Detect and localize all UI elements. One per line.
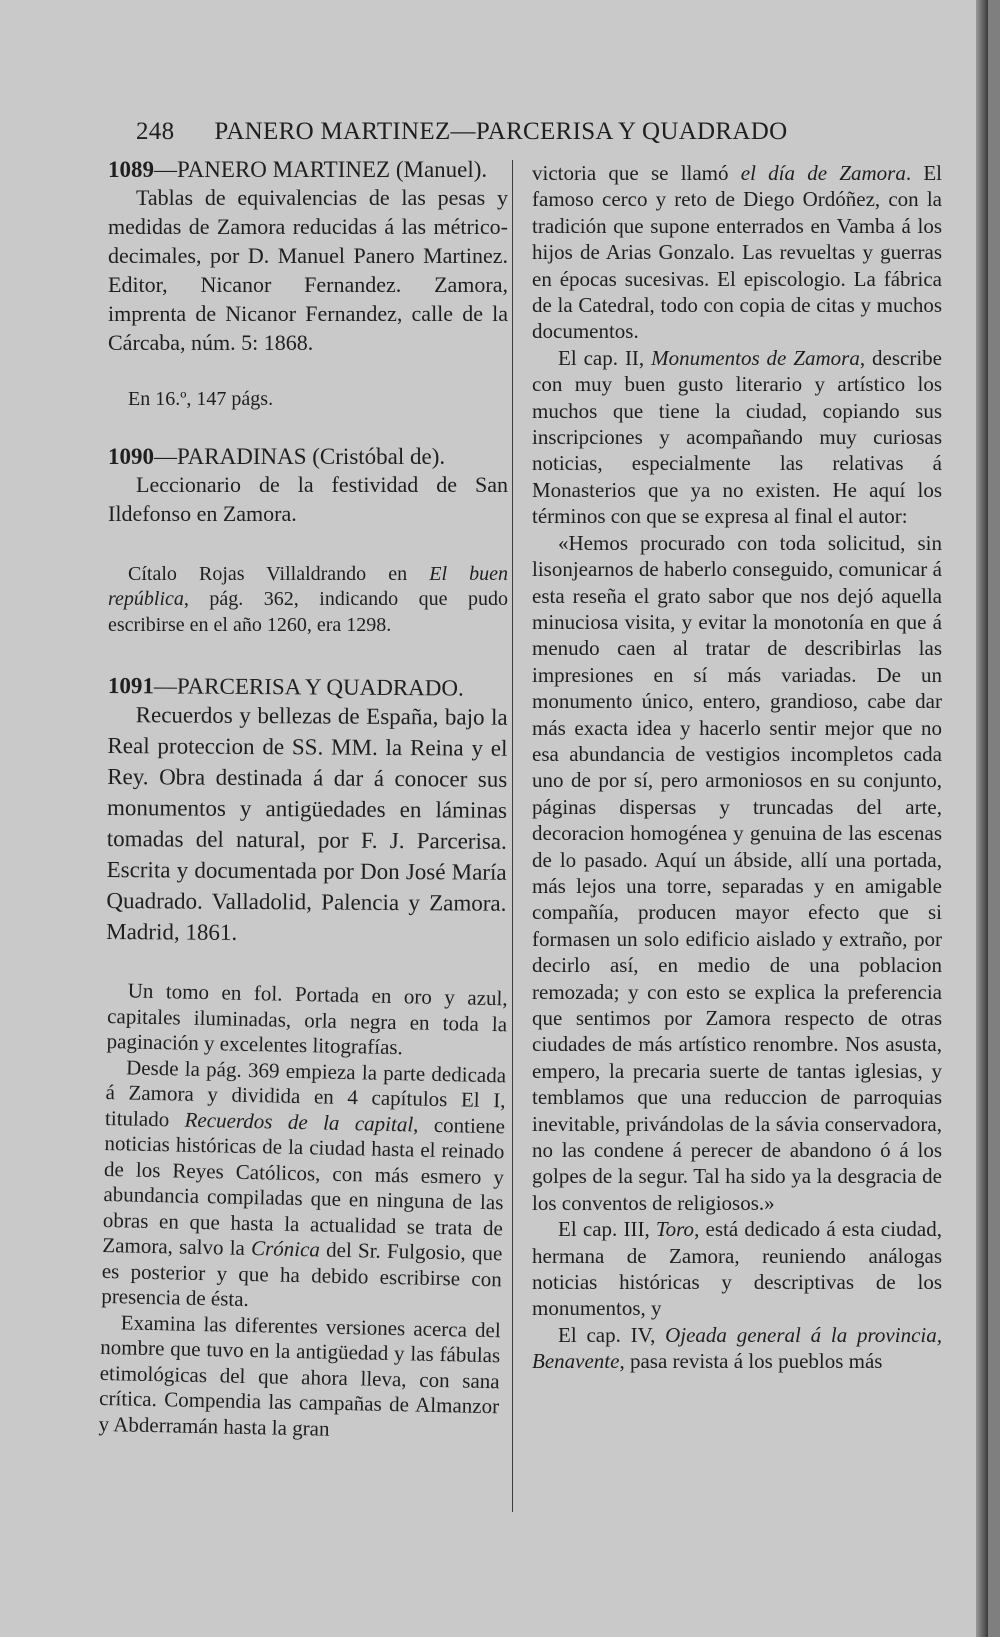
paragraph-text: , describe con muy buen gusto literario y artístico los muchos que tiene la ciudad, copiando sus inscripciones y acompañando muy curiosas noticias, especialmente las relativas á Monasterios que ya no existen. He aquí los términos con que se expresa al final el autor: xyxy=(532,345,942,529)
entry-1090-note xyxy=(108,562,508,639)
entry-1091-note-2 xyxy=(101,1054,506,1317)
note-text: , pág. 362, indicando que pudo escribirse en el año 1260, era 1298. xyxy=(108,588,508,636)
entry-1089-heading xyxy=(108,156,508,183)
quoted-passage: «Hemos procurado con toda solicitud, sin lisonjearnos de haberlo conseguido, comunicar á esta reseña el grato sabor que nos dejó aquella minuciosa visita, y evitar la monotonía en que á menudo caen al tratar de describirlas las impresiones en sí más variadas. De un monumento único, entero, grandioso, cabe dar más exacta idea y hacerlo sentir mejor que no esa abundancia de vestigios incompletos cada uno de por sí, pero armoniosos en su conjunto, páginas dispersas y truncadas del arte, decoracion homogénea y genuina de las escenas de lo pasado. Aquí un ábside, allí una portada, más lejos una torre, separadas y en amigable compañía, producen mayor efecto que si formasen un solo edificio aislado y extraño, por decirlo así, en medio de una poblacion remozada; y con esto se explica la preferencia que sentimos por Zamora respecto de otras ciudades de más artístico renombre. Nos asusta, empero, la precaria suerte de tantas iglesias, y temblamos que una reduccion de parroquias inevitable, privándolas de la sávia conservadora, no las condene á perecer de abandono ó á los golpes de la segur. Tal ha sido ya la desgracia de los conventos de religiosos.» xyxy=(532,530,942,1215)
page-edge-shadow xyxy=(976,0,988,1637)
entry-1089-format: En 16.º, 147 págs. xyxy=(128,388,274,411)
paragraph-5 xyxy=(532,1322,942,1375)
entry-1090-heading xyxy=(108,443,508,470)
cited-title: Ojeada general á la provincia, Benavente xyxy=(532,1322,942,1374)
paragraph-text: . El famoso cerco y reto de Diego Ordóñez, con la tradición que supone enterrados en Vamba á los hijos de Arias Gonzalo. Las revueltas y guerras en épocas sucesivas. El episcologio. La fábrica de la Catedral, todo con copia de citas y muchos documentos. xyxy=(532,161,943,344)
cited-title: Crónica xyxy=(250,1235,321,1262)
note-text: Cítalo Rojas Villaldrando en xyxy=(128,562,430,585)
cited-title: Toro xyxy=(655,1217,695,1242)
entry-number: 1090 xyxy=(108,443,154,469)
paragraph-1 xyxy=(532,160,942,345)
entry-number: 1089 xyxy=(108,157,154,182)
entry-author: —PARADINAS (Cristóbal de). xyxy=(154,443,446,469)
entry-1091-note-3: Examina las diferentes versiones acerca del nombre que tuvo en la antigüedad y las fábulas etimológicas del que ahora lleva, con sana crítica. Compendia las campañas de Almanzor y Abderramán hasta la gran xyxy=(98,1309,501,1440)
running-header xyxy=(136,118,826,146)
entry-author: —PARCERISA Y QUADRADO. xyxy=(153,673,464,701)
paragraph-text: victoria que se llamó xyxy=(532,161,741,185)
page-number: 248 xyxy=(136,118,175,145)
cited-title: Monumentos de Zamora xyxy=(651,345,860,370)
entry-1089-description: Tablas de equivalencias de las pesas y medidas de Zamora reducidas á las métrico-decimales, por D. Manuel Panero Martinez. Editor, Nicanor Fernandez. Zamora, imprenta de Nicanor Fernandez, calle de la Cárcaba, núm. 5: 1868. xyxy=(108,185,508,356)
paragraph-text: El cap. II, xyxy=(558,345,652,370)
paragraph-2 xyxy=(532,345,942,530)
note-text: Desde la pág. 369 empieza la parte dedicada á Zamora y dividida en 4 capítulos El I, titulado xyxy=(104,1054,507,1131)
running-title: PANERO MARTINEZ—PARCERISA Y QUADRADO xyxy=(214,118,788,145)
right-column xyxy=(532,160,942,1375)
paragraph-text: El cap. IV, xyxy=(558,1322,666,1347)
note-text: , contiene noticias históricas de la ciudad hasta el reinado de los Reyes Católicos, con más esmero y abundancia compiladas que en ninguna de las obras en que hasta la actualidad se trata de Zamora, salvo la xyxy=(102,1111,506,1260)
entry-1091-block xyxy=(106,672,508,950)
left-column xyxy=(98,156,509,1440)
entry-1091-note-1: Un tomo en fol. Portada en oro y azul, capitales iluminadas, orla negra en toda la paginación y excelentes litografías. xyxy=(106,978,508,1059)
cited-title: Recuerdos de la capital xyxy=(184,1106,414,1136)
column-divider xyxy=(512,160,513,1512)
paragraph-text: , pasa revista á los pueblos más xyxy=(619,1349,883,1374)
cited-title: El buen república xyxy=(108,562,509,611)
paragraph-text: , está dedicado á esta ciudad, hermana de Zamora, reuniendo análogas noticias históricas y descriptivas de los monumentos, y xyxy=(532,1217,942,1321)
entry-author: —PANERO MARTINEZ (Manuel). xyxy=(154,157,488,182)
entry-1091-heading xyxy=(108,672,508,702)
entry-number: 1091 xyxy=(107,673,154,699)
entry-1091-notes xyxy=(98,978,508,1445)
note-text: del Sr. Fulgosio, que es posterior y que ha debido escribirse con presencia de ésta. xyxy=(101,1237,503,1311)
paragraph-text: El cap. III, xyxy=(558,1217,656,1242)
cited-title: el día de Zamora xyxy=(740,161,906,185)
paragraph-4 xyxy=(532,1216,942,1322)
entry-1091-description: Recuerdos y bellezas de España, bajo la Real proteccion de SS. MM. la Reina y el Rey. Obra destinada á dar á conocer sus monumentos y antigüedades en láminas tomadas del natural, por F. J. Parcerisa. Escrita y documentada por Don José María Quadrado. Valladolid, Palencia y Zamora. Madrid, 1861. xyxy=(106,702,508,946)
entry-1090-description: Leccionario de la festividad de San Ildefonso en Zamora. xyxy=(108,471,508,526)
